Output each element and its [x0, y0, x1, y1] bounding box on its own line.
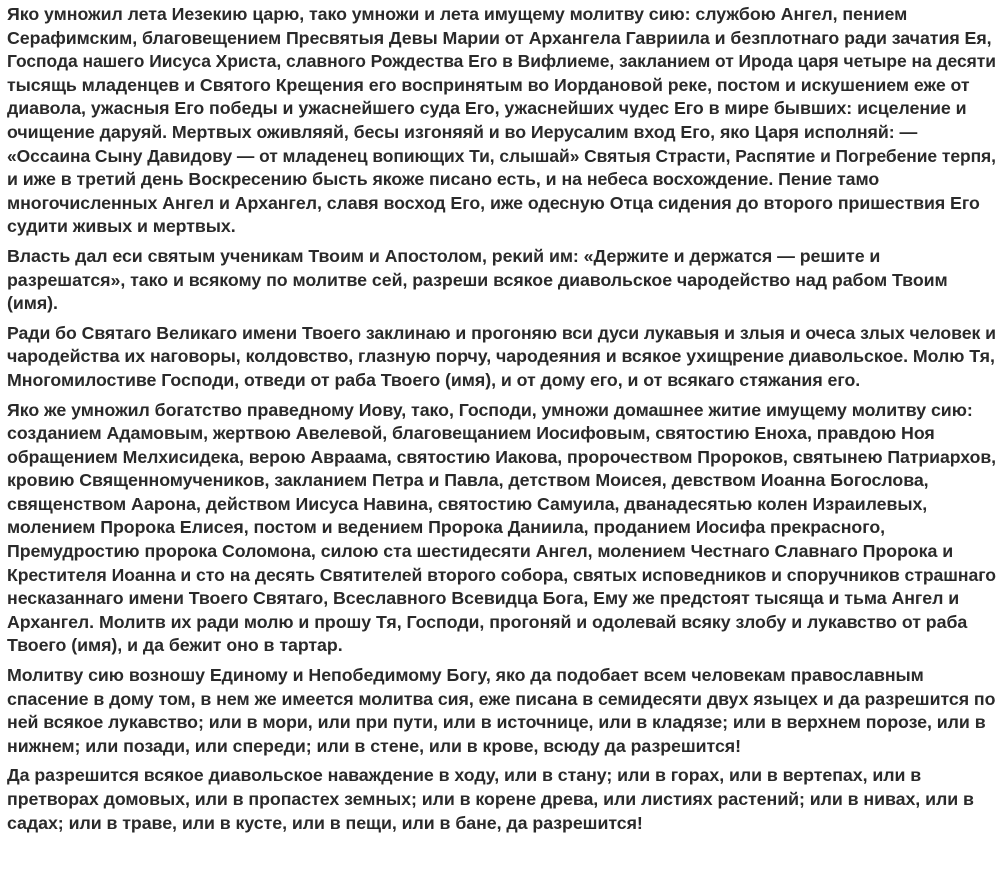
text-line: несказаннаго имени Твоего Святаго, Всеславного Всевидца Бога, Ему же предстоят тысяща и тьма Ангел и	[7, 588, 960, 609]
text-line: очищение даруяй. Мертвых оживляяй, бесы изгоняяй и во Иерусалим вход Его, яко Царя исполняй: —	[7, 121, 918, 142]
text-line: Власть дал еси святым ученикам Твоим и Апостолом, реκий им: «Держите и держатся — решите и	[7, 245, 881, 266]
text-line: Твоего (имя), и да бежит оно в тартар.	[7, 635, 343, 656]
paragraph-6	[7, 764, 996, 835]
text-line: Крестителя Иоанна и сто на десять Святителей второго собора, святых исповедников и споручников страшнаго	[7, 564, 997, 585]
text-line: ней всякое лукавство; или в мори, или при пути, или в источнице, или в кладязе; или в верхнем порозе, или в	[7, 712, 986, 733]
text-line: (имя).	[7, 293, 58, 314]
text-line: обращением Мелхисидека, верою Авраама, святостию Иакова, пророчеством Пророков, святынею Патриархов,	[7, 446, 997, 467]
text-line: Молитву сию возношу Единому и Непобедимому Богу, яко да подобает всем человекам православным	[7, 665, 924, 686]
text-line: Яко же умножил богатство праведному Иову, тако, Господи, умножи домашнее житие имущему молитву сию:	[7, 399, 973, 420]
text-line: Ради бо Святаго Великаго имени Твоего заклинаю и прогоняю вси дуси лукавыя и злыя и очеса злых человек и	[7, 322, 996, 343]
text-line: священством Аарона, действом Иисуса Навина, святостию Самуила, дванадесятью колен Израилевых,	[7, 493, 928, 514]
text-line: Многомилостиве Господи, отведи от раба Твоего (имя), и от дому его, и от всякаго стяжания его.	[7, 369, 861, 390]
text-line: претворах домовых, или в пропастех земных; или в корене древа, или листиях растений; или в нивах, или в	[7, 789, 974, 809]
paragraph-4	[7, 399, 996, 659]
text-line: многочисленных Ангел и Архангел, славя восход Его, иже одесную Отца сидения до второго пришествия Его	[7, 192, 980, 213]
text-line: созданием Адамовым, жертвою Авелевой, благовещанием Иосифовым, святостию Еноха, правдою Ноя	[7, 423, 935, 444]
paragraph-3	[7, 322, 996, 393]
text-line: тысящь младенцев и Святого Крещения его воспринятым во Иордановой реке, постом и искушением еже от	[7, 74, 970, 95]
text-line: кровию Священномучеников, закланием Петра и Павла, детством Моисея, девством Иоанна Богослова,	[7, 470, 929, 491]
paragraph-1	[7, 3, 996, 239]
text-line: молением Пророка Елисея, постом и ведением Пророка Даниила, проданием Иосифа прекрасного,	[7, 517, 886, 538]
text-line: Да разрешится всякое диавольское наваждение в ходу, или в стану; или в горах, или в вертепах, или в	[7, 765, 922, 786]
text-line: Серафимским, благовещением Пресвятыя Девы Марии от Архангела Гавриила и безплотнаго ради зачатия Ея,	[7, 27, 992, 48]
text-line: спасение в дому том, в нем же имеется молитва сия, еже писана в семидесяти двух языцех и да разрешится по	[7, 688, 996, 709]
text-line: чародейства их наговоры, колдовство, глазную порчу, чародеяния и всякое ухищрение диавольское. Молю Тя,	[7, 346, 995, 367]
text-line: нижнем; или позади, или спереди; или в стене, или в крове, всюду да разрешится!	[7, 735, 742, 756]
text-line: садах; или в траве, или в кусте, или в пещи, или в бане, да разрешится!	[7, 812, 643, 833]
text-line: диавола, ужасныя Его победы и ужаснейшего суда Его, ужаснейших чудес Его в мире бывших: исцеление и	[7, 98, 967, 119]
text-line: «Оссаина Сыну Давидову — от младенец вопиющих Ти, слышай» Святыя Страсти, Распятие и Погребение терпя,	[7, 145, 996, 166]
text-line: судити живых и мертвых.	[7, 216, 236, 237]
paragraph-2	[7, 245, 996, 316]
text-line: Премудростию пророка Соломона, силою ста шестидесяти Ангел, молением Честнаго Славнаго Пророка и	[7, 541, 954, 562]
paragraph-5	[7, 664, 996, 758]
text-line: Яко умножил лета Иезекию царю, тако умножи и лета имущему молитву сию: службою Ангел, пением	[7, 4, 908, 24]
text-line: разрешатся», тако и всякому по молитве сей, разреши всякое диавольское чародейство над рабом Твоим	[7, 269, 948, 290]
text-line: и иже в третий день Воскресению бысть якоже писано есть, и на небеса восхождение. Пение тамо	[7, 169, 880, 190]
text-line: Архангел. Молитв их ради молю и прошу Тя, Господи, прогоняй и одолевай всяку злобу и лукавство от раба	[7, 611, 968, 632]
text-line: Господа нашего Иисуса Христа, славного Рождества Его в Вифлиеме, закланием от Ирода царя четыре на десяти	[7, 51, 996, 72]
